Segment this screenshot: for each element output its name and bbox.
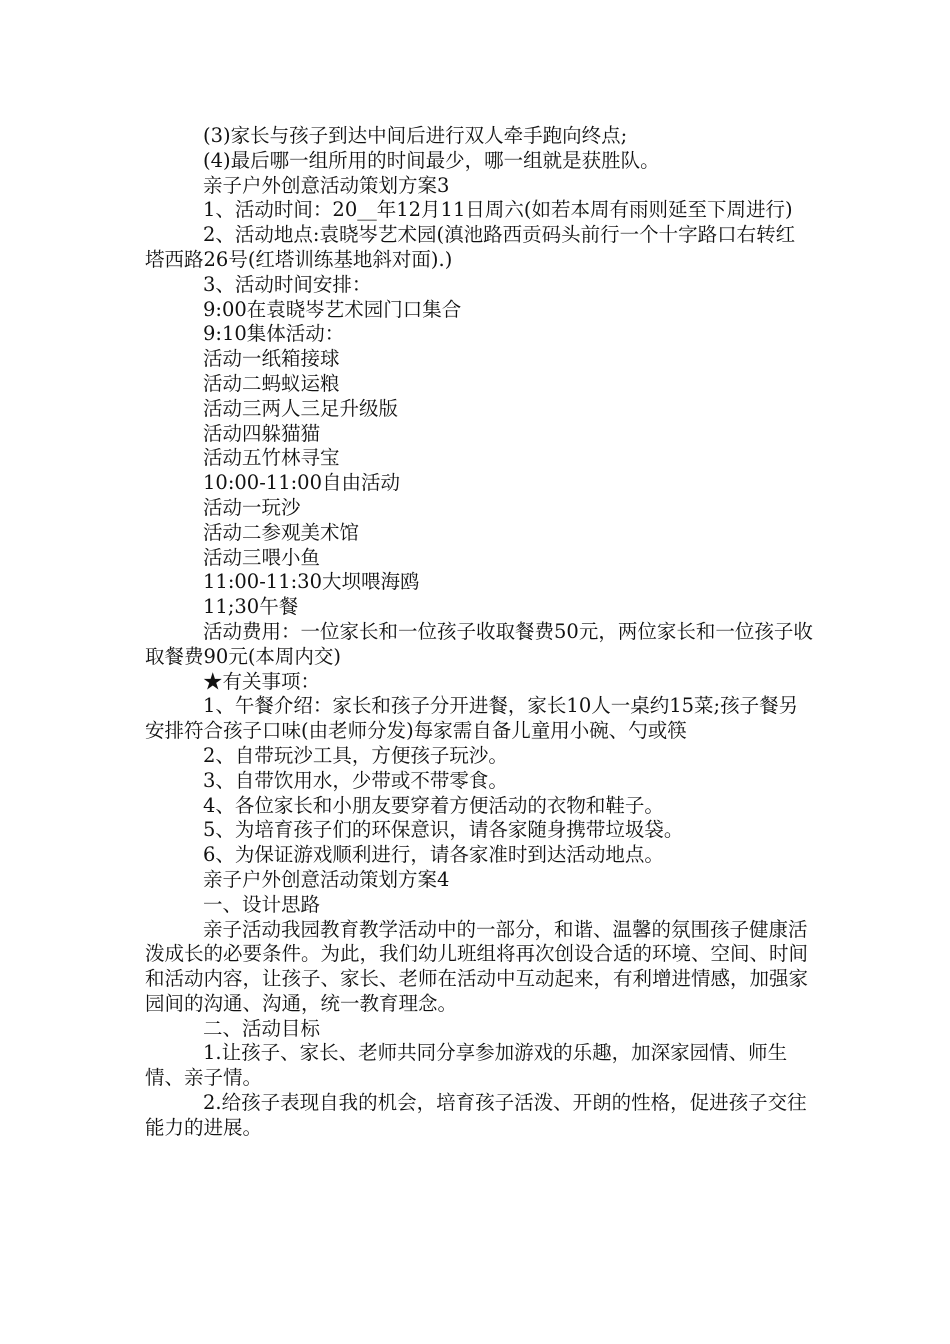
paragraph: 2、活动地点:袁晓岑艺术园(滇池路西贡码头前行一个十字路口右转红塔西路26号(红塔训练基地斜对面).)	[145, 223, 796, 271]
sub-heading: 二、活动目标	[203, 1016, 321, 1040]
paragraph: 9:10集体活动：	[203, 322, 345, 346]
list-item: 活动三喂小鱼	[203, 545, 321, 569]
paragraph: 1、午餐介绍：家长和孩子分开进餐，家长10人一桌约15菜;孩子餐另安排符合孩子口味(由老师分发)每家需自备儿童用小碗、勺或筷	[145, 694, 799, 743]
list-item: 活动五竹林寻宝	[203, 446, 340, 470]
paragraph: 6、为保证游戏顺利进行，请各家准时到达活动地点。	[203, 843, 664, 867]
paragraph: 2.给孩子表现自我的机会，培育孩子活泼、开朗的性格，促进孩子交往能力的进展。	[145, 1091, 807, 1139]
section-heading: 亲子户外创意活动策划方案3	[203, 173, 450, 197]
list-item: 活动一纸箱接球	[203, 347, 340, 371]
paragraph: 4、各位家长和小朋友要穿着方便活动的衣物和鞋子。	[203, 793, 664, 817]
paragraph: 11:00-11:30大坝喂海鸥	[203, 570, 420, 594]
paragraph: (3)家长与孩子到达中间后进行双人牵手跑向终点;	[203, 124, 628, 147]
sub-heading: 一、设计思路	[203, 892, 321, 916]
section-heading: 亲子户外创意活动策划方案4	[203, 867, 450, 891]
paragraph: 3、自带饮用水，少带或不带零食。	[203, 768, 508, 792]
paragraph: ★有关事项：	[203, 669, 321, 693]
document-body	[145, 124, 813, 1141]
paragraph: 10:00-11:00自由活动	[203, 471, 400, 495]
list-item: 活动二参观美术馆	[203, 520, 360, 544]
paragraph: 活动费用：一位家长和一位孩子收取餐费50元，两位家长和一位孩子收取餐费90元(本周内交)	[145, 619, 813, 668]
paragraph: 9:00在袁晓岑艺术园门口集合	[203, 297, 462, 321]
paragraph: 亲子活动我园教育教学活动中的一部分，和谐、温馨的氛围孩子健康活泼成长的必要条件。为此，我们幼儿班组将再次创设合适的环境、空间、时间和活动内容，让孩子、家长、老师在活动中互动起来，有利增进情感，加强家园间的沟通、沟通，统一教育理念。	[145, 917, 809, 1015]
list-item: 活动三两人三足升级版	[203, 396, 399, 420]
paragraph: 2、自带玩沙工具，方便孩子玩沙。	[203, 743, 508, 767]
paragraph: 5、为培育孩子们的环保意识，请各家随身携带垃圾袋。	[203, 818, 684, 842]
paragraph: 11;30午餐	[203, 595, 299, 619]
list-item: 活动一玩沙	[203, 495, 301, 519]
paragraph: 1.让孩子、家长、老师共同分享参加游戏的乐趣，加深家园情、师生情、亲子情。	[145, 1041, 788, 1090]
list-item: 活动四躲猫猫	[203, 421, 321, 445]
paragraph: 3、活动时间安排：	[203, 272, 372, 296]
list-item: 活动二蚂蚁运粮	[203, 371, 340, 395]
paragraph: (4)最后哪一组所用的时间最少，哪一组就是获胜队。	[203, 148, 660, 172]
paragraph: 1、活动时间：20__年12月11日周六(如若本周有雨则延至下周进行)	[203, 198, 793, 222]
